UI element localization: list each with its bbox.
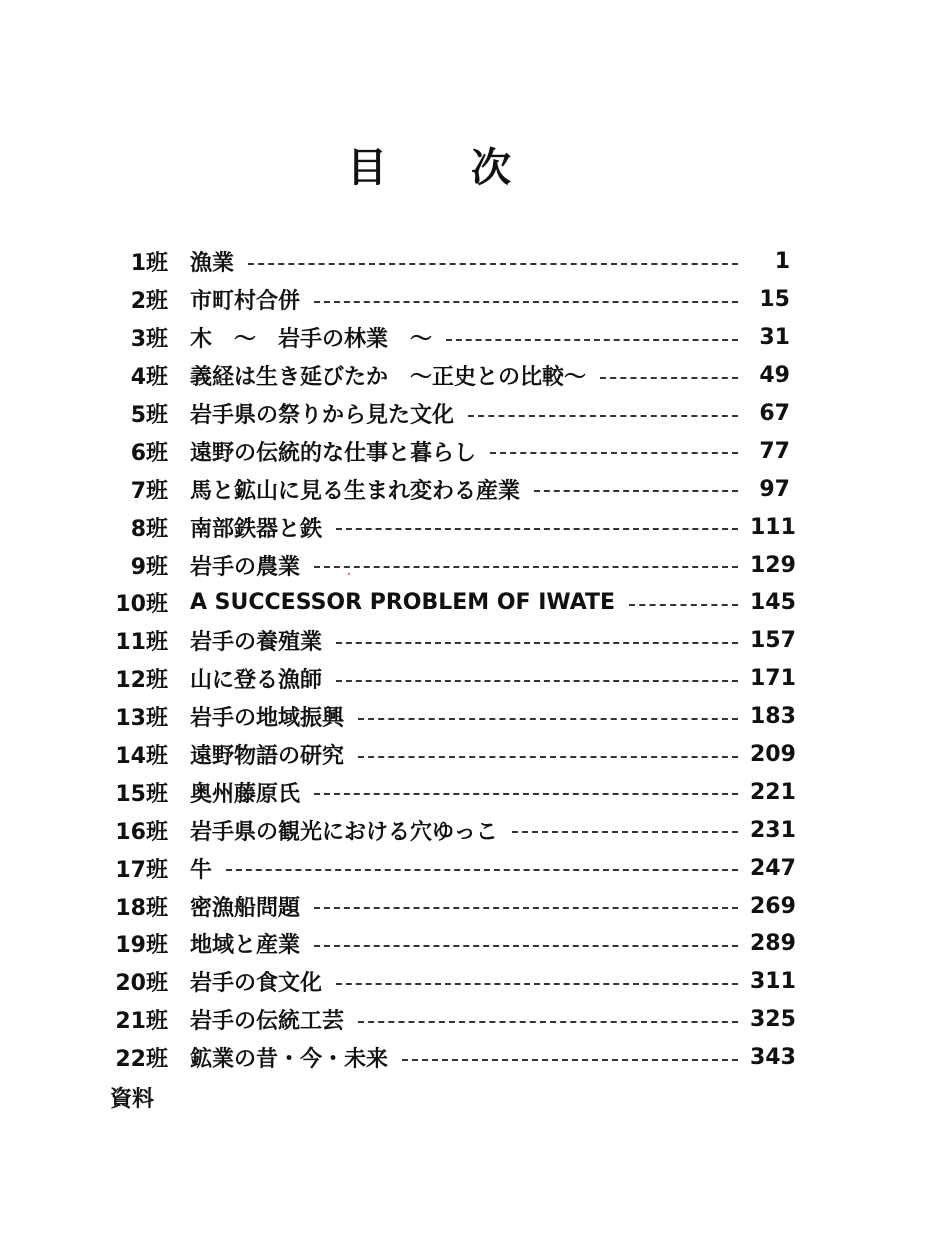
toc-page-number: 49	[759, 363, 790, 389]
toc-entry-title: 岩手の伝統工芸	[190, 1009, 345, 1035]
toc-entry-title: 岩手の農業	[190, 554, 301, 580]
toc-entry	[100, 887, 796, 925]
toc-group-number: 2班	[130, 289, 168, 315]
toc-group-number: 19班	[115, 933, 168, 959]
toc-page-number: 269	[750, 893, 796, 919]
toc-group-number: 20班	[115, 971, 168, 997]
toc-page-number: 15	[759, 287, 790, 313]
table-of-contents	[100, 243, 796, 1077]
toc-page-number: 325	[750, 1007, 796, 1033]
toc-group-number: 14班	[115, 744, 168, 770]
toc-group-number: 9班	[130, 554, 168, 580]
toc-dot-leader	[336, 983, 738, 985]
toc-page-number: 231	[750, 817, 796, 843]
toc-page-number: 97	[759, 476, 790, 502]
toc-entry-title: 遠野の伝統的な仕事と暮らし	[190, 440, 477, 466]
toc-group-number: 11班	[115, 630, 168, 656]
toc-group-number: 21班	[115, 1009, 168, 1035]
toc-page-number: 31	[759, 325, 790, 351]
toc-entry-title: 牛	[190, 857, 213, 883]
toc-entry	[100, 698, 796, 736]
toc-entry	[100, 470, 790, 508]
appendix-label: 資料	[110, 1087, 155, 1112]
toc-page-number: 183	[750, 704, 796, 730]
toc-group-number: 6班	[130, 440, 168, 466]
toc-entry-title: A SUCCESSOR PROBLEM OF IWATE	[190, 590, 616, 616]
toc-group-number: 12班	[115, 668, 168, 694]
toc-group-number: 10班	[115, 592, 168, 618]
toc-group-number: 4班	[130, 365, 168, 391]
toc-dot-leader	[446, 339, 738, 341]
toc-entry-title: 岩手の地域振興	[190, 706, 345, 732]
toc-entry	[100, 584, 796, 622]
toc-page-number: 1	[774, 249, 790, 275]
title-char-2: 次	[471, 145, 513, 191]
toc-page-number: 209	[750, 742, 796, 768]
toc-dot-leader	[314, 793, 738, 795]
toc-page-number: 171	[750, 666, 796, 692]
toc-entry	[100, 281, 790, 319]
toc-group-number: 7班	[130, 478, 168, 504]
toc-entry	[100, 357, 790, 395]
toc-group-number: 5班	[130, 403, 168, 428]
toc-page-number: 343	[750, 1045, 796, 1071]
toc-group-number: 1班	[130, 251, 168, 277]
toc-entry	[100, 773, 796, 811]
toc-dot-leader	[314, 907, 738, 909]
toc-dot-leader	[314, 566, 738, 568]
toc-entry	[100, 849, 796, 887]
toc-entry	[100, 1039, 796, 1077]
toc-group-number: 22班	[115, 1047, 168, 1073]
toc-entry-title: 岩手県の観光における穴ゆっこ	[190, 819, 498, 845]
toc-entry-title: 岩手の食文化	[190, 971, 323, 997]
toc-dot-leader	[600, 377, 738, 379]
toc-page-number: 129	[750, 552, 796, 578]
toc-entry-title: 義経は生き延びたか ～正史との比較～	[190, 365, 587, 391]
toc-group-number: 18班	[115, 895, 168, 921]
toc-page-number: 289	[750, 931, 796, 957]
toc-entry	[100, 243, 790, 281]
toc-entry	[100, 622, 796, 660]
toc-entry	[100, 395, 790, 433]
title-char-1: 目	[347, 145, 389, 191]
scan-speck	[348, 573, 350, 575]
toc-group-number: 3班	[130, 327, 168, 353]
toc-page-number: 221	[750, 779, 796, 805]
toc-entry	[100, 736, 796, 774]
toc-dot-leader	[402, 1059, 738, 1061]
toc-entry	[100, 508, 796, 546]
toc-group-number: 8班	[130, 516, 168, 542]
toc-page-number: 67	[759, 401, 790, 426]
toc-entry	[100, 660, 796, 698]
toc-entry	[100, 546, 796, 584]
toc-entry-title: 密漁船問題	[190, 895, 301, 921]
toc-entry	[100, 925, 796, 963]
toc-dot-leader	[336, 528, 738, 530]
toc-entry-title: 鉱業の昔・今・未来	[190, 1047, 389, 1073]
toc-dot-leader	[512, 831, 738, 833]
toc-dot-leader	[490, 452, 738, 454]
toc-dot-leader	[314, 301, 738, 303]
toc-page-number: 157	[750, 628, 796, 654]
toc-entry-title: 岩手県の祭りから見た文化	[190, 403, 455, 428]
toc-dot-leader	[358, 756, 738, 758]
toc-entry	[100, 811, 796, 849]
toc-entry-title: 山に登る漁師	[190, 668, 323, 694]
toc-dot-leader	[226, 869, 738, 871]
toc-entry	[100, 319, 790, 357]
toc-group-number: 15班	[115, 781, 168, 807]
toc-entry-title: 木 ～ 岩手の林業 ～	[190, 327, 433, 353]
toc-dot-leader	[336, 680, 738, 682]
toc-entry-title: 馬と鉱山に見る生まれ変わる産業	[190, 478, 521, 504]
toc-page-number: 247	[750, 855, 796, 881]
toc-entry	[100, 963, 796, 1001]
toc-page-number: 145	[750, 590, 796, 616]
toc-page-number: 111	[750, 514, 796, 540]
toc-page-number: 77	[759, 438, 790, 464]
page-title	[0, 140, 860, 196]
toc-dot-leader	[468, 415, 738, 417]
toc-entry-title: 漁業	[190, 251, 235, 277]
toc-entry-title: 遠野物語の研究	[190, 744, 345, 770]
toc-entry-title: 市町村合併	[190, 289, 301, 315]
toc-group-number: 16班	[115, 819, 168, 845]
toc-group-number: 13班	[115, 706, 168, 732]
toc-dot-leader	[534, 490, 738, 492]
toc-entry-title: 岩手の養殖業	[190, 630, 323, 656]
toc-entry	[100, 432, 790, 470]
toc-dot-leader	[358, 718, 738, 720]
toc-entry-title: 南部鉄器と鉄	[190, 516, 323, 542]
toc-dot-leader	[358, 1021, 738, 1023]
toc-entry-title: 地域と産業	[190, 933, 301, 959]
toc-dot-leader	[314, 945, 738, 947]
toc-page-number: 311	[750, 969, 796, 995]
toc-entry	[100, 1001, 796, 1039]
toc-dot-leader	[629, 604, 738, 606]
toc-entry-title: 奥州藤原氏	[190, 781, 301, 807]
toc-dot-leader	[248, 263, 738, 265]
toc-dot-leader	[336, 642, 738, 644]
toc-group-number: 17班	[115, 857, 168, 883]
